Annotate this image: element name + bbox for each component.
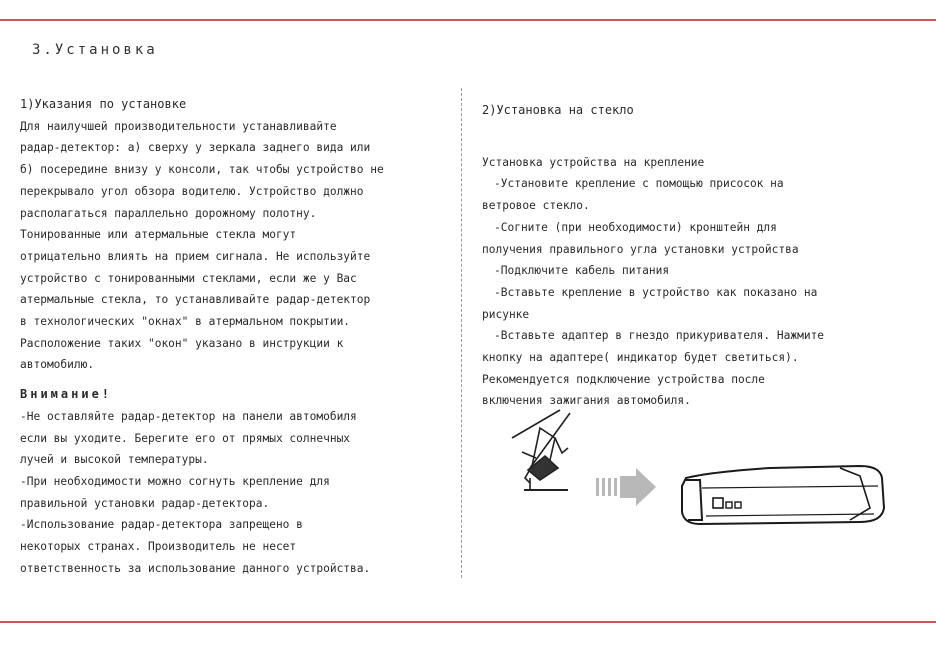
installation-guide-line: устройство с тонированными стеклами, если же у Вас (20, 271, 357, 285)
installation-guide-line: радар-детектор: а) сверху у зеркала заднего вида или (20, 141, 371, 155)
installation-guide-line: перекрывало угол обзора водителю. Устройство должно (20, 184, 364, 198)
warning-title: Внимание! (20, 387, 113, 402)
windshield-step-line: -Вставьте крепление в устройство как показано на (494, 285, 818, 299)
section-title: 3.Установка (32, 42, 158, 58)
warning-line: лучей и высокой температуры. (20, 453, 209, 467)
radar-detector-icon (682, 466, 884, 524)
warning-line: -Не оставляйте радар-детектор на панели автомобиля (20, 409, 357, 423)
windshield-mount-icon (512, 410, 570, 490)
installation-diagram (510, 408, 900, 538)
installation-guide-text (20, 116, 452, 376)
left-column (20, 94, 452, 579)
installation-guide-line: располагаться параллельно дорожному полотну. (20, 206, 317, 220)
right-arrow-icon (596, 468, 656, 506)
installation-guide-line: атермальные стекла, то устанавливайте радар-детектор (20, 293, 371, 307)
column-divider (461, 88, 462, 578)
installation-guide-line: Расположение таких "окон" указано в инструкции к (20, 336, 344, 350)
bottom-rule (0, 621, 936, 623)
right-column (482, 100, 902, 412)
windshield-install-steps (482, 152, 902, 412)
installation-guide-line: отрицательно влиять на прием сигнала. Не используйте (20, 249, 371, 263)
warning-line: -Использование радар-детектора запрещено в (20, 518, 303, 532)
installation-guide-subtitle: 1)Указания по установке (20, 97, 187, 111)
windshield-step-line: -Установите крепление с помощью присосок на (494, 177, 784, 191)
windshield-step-line: -Подключите кабель питания (494, 264, 670, 278)
windshield-step-line: ветровое стекло. (482, 199, 590, 213)
installation-guide-line: б) посередине внизу у консоли, так чтобы устройство не (20, 163, 384, 177)
windshield-step-line: Рекомендуется подключение устройства после (482, 372, 765, 386)
installation-guide-line: автомобилю. (20, 358, 95, 372)
top-rule (0, 19, 936, 21)
warning-text (20, 406, 452, 580)
installation-guide-line: Для наилучшей производительности устанавливайте (20, 119, 337, 133)
installation-guide-line: Тонированные или атермальные стекла могут (20, 228, 297, 242)
windshield-step-line: -Согните (при необходимости) кронштейн для (494, 220, 777, 234)
windshield-step-line: включения зажигания автомобиля. (482, 394, 691, 408)
installation-guide-line: в технологических "окнах" в атермальном покрытии. (20, 315, 351, 329)
warning-line: если вы уходите. Берегите его от прямых солнечных (20, 431, 351, 445)
windshield-step-line: Установка устройства на крепление (482, 155, 705, 169)
windshield-install-subtitle: 2)Установка на стекло (482, 103, 634, 117)
windshield-step-line: -Вставьте адаптер в гнездо прикуривателя. Нажмите (494, 329, 825, 343)
warning-line: некоторых странах. Производитель не несет (20, 540, 297, 554)
windshield-step-line: получения правильного угла установки устройства (482, 242, 799, 256)
warning-line: ответственность за использование данного устройства. (20, 561, 371, 575)
warning-line: -При необходимости можно согнуть крепление для (20, 474, 330, 488)
windshield-step-line: рисунке (482, 307, 530, 321)
windshield-step-line: кнопку на адаптере( индикатор будет светиться). (482, 351, 799, 365)
warning-line: правильной установки радар-детектора. (20, 496, 270, 510)
